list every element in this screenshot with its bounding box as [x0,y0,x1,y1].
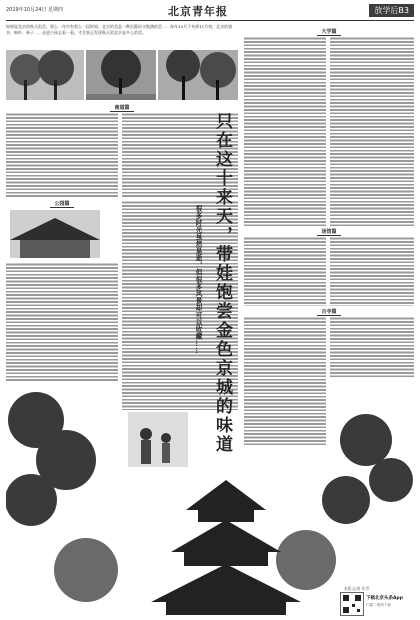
text-venue-right [330,236,414,306]
photo-ginkgo-1 [6,50,84,100]
lead-paragraph: 如果说北京的秋天很美，那么一年中有那么一段时间，北京的美是一种沉静而又饱满的美……每年10月下旬到11月初，北京的银杏、枫叶、柿子……走进公园去看一看，才会真正发现秋天的北京是多么的美。 [6,24,233,35]
temple-illustration [6,380,414,615]
text-university-right [330,36,414,226]
section-head-university: 大学篇 [244,28,414,35]
photo-credit: 本版文/图 作者 [344,586,370,591]
photo-ginkgo-3 [158,50,238,100]
section-head-park: 公园篇 [6,200,118,207]
qr-code-icon[interactable] [340,592,364,616]
newspaper-logo: 北京青年报 [168,5,228,18]
sub-title: 很多时光虽然易逝，但很多风景却可以收藏…… [194,205,202,355]
main-title: 只在这十来天，带娃饱尝金色京城的味道 [212,112,232,454]
text-university-left [244,36,326,226]
photo-park-roof [10,210,100,258]
app-download-label: 下载北京头条App [366,596,403,601]
app-download-sub: 扫描二维码下载 [366,603,392,607]
page-header [6,4,414,20]
text-temple-right [330,316,414,378]
photo-ginkgo-2 [86,50,156,100]
section-head-temple: 古寺篇 [244,308,414,315]
section-head-south: 南道篇 [6,104,238,111]
section-label: 放学后B3 [369,4,414,17]
text-venue-left [244,236,326,306]
text-south-left [6,112,118,198]
issue-date: 2019年10月24日 星期四 [6,7,64,13]
text-park-left [6,262,118,382]
header-rule [6,20,414,21]
section-head-venue: 场馆篇 [244,228,414,235]
